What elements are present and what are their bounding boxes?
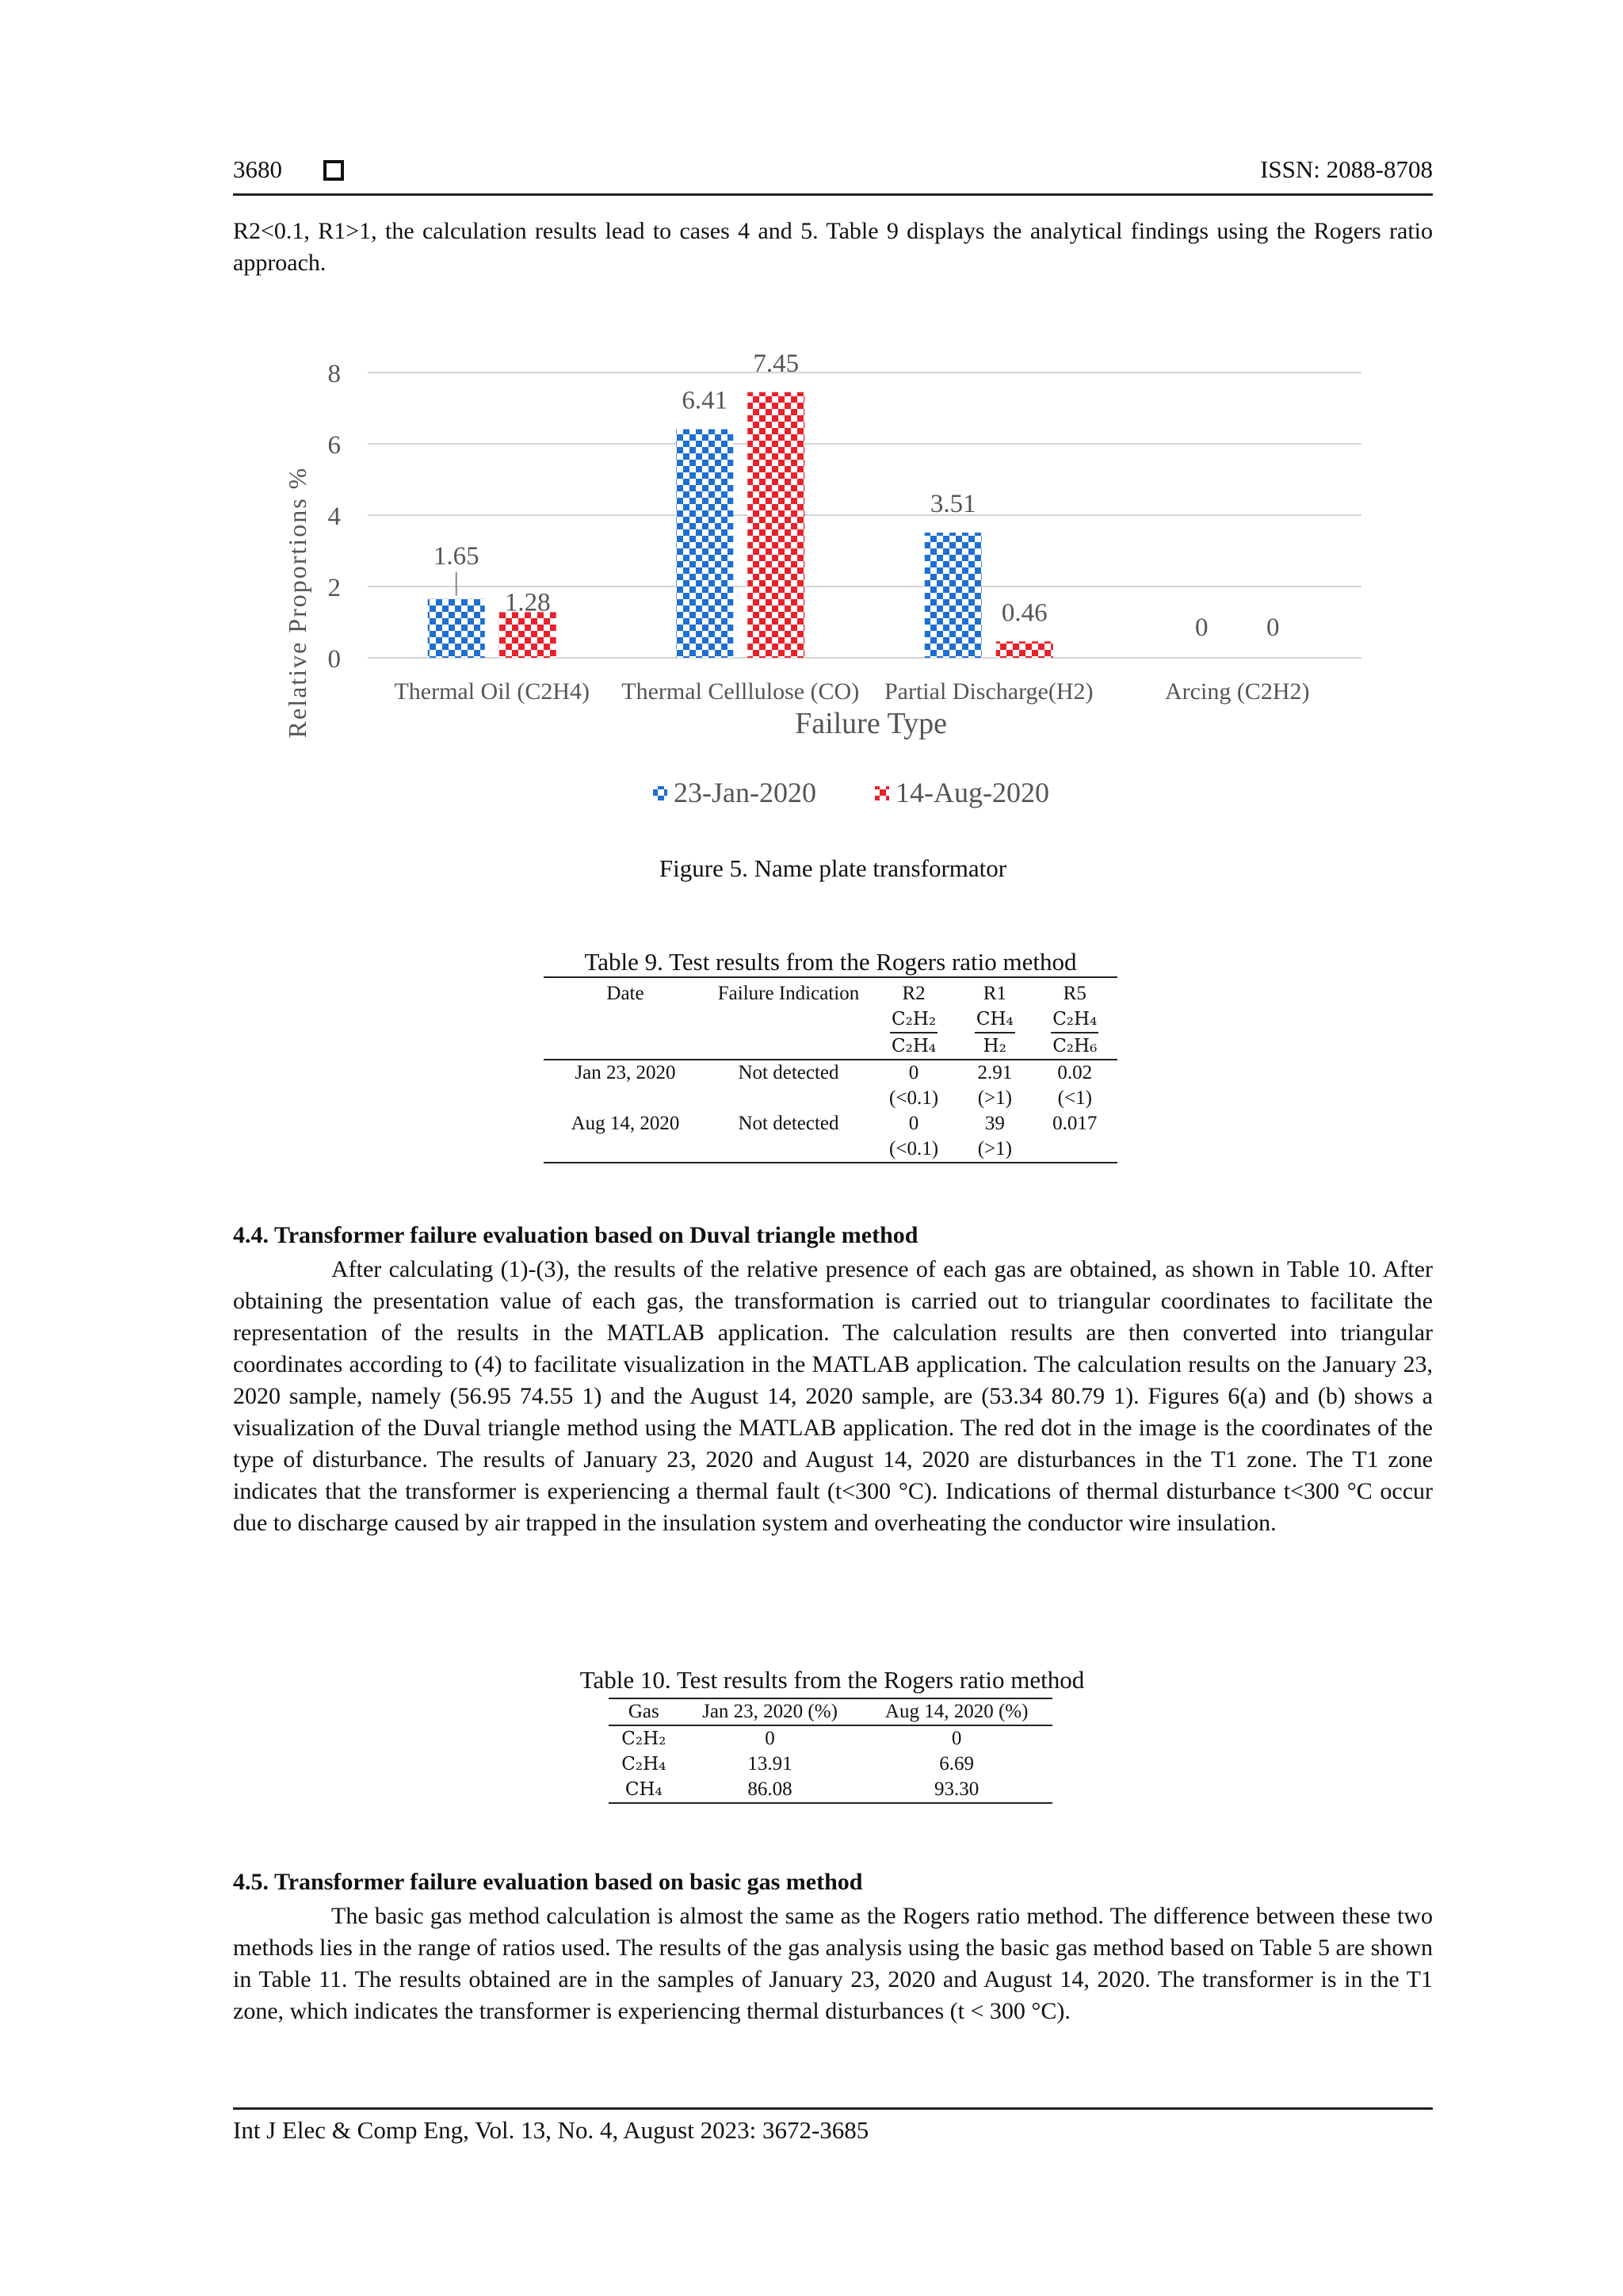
table10-header-jan: Jan 23, 2020 (%) bbox=[679, 1698, 861, 1725]
table10-cell-jan: 86.08 bbox=[747, 1778, 792, 1800]
table9-cell-r5 bbox=[1033, 1060, 1117, 1111]
r2-value: 0 bbox=[908, 1113, 919, 1134]
r5-denominator: C₂H₆ bbox=[1052, 1036, 1098, 1056]
r5-note: (<1) bbox=[1057, 1087, 1092, 1109]
table9-header-r2 bbox=[870, 981, 957, 1060]
page-footer: Int J Elec & Comp Eng, Vol. 13, No. 4, August 2023: 3672-3685 bbox=[233, 2107, 1433, 2145]
table9-cell-failure: Not detected bbox=[738, 1062, 839, 1083]
table9-cell-r1 bbox=[957, 1060, 1032, 1111]
r1-label: R1 bbox=[983, 983, 1006, 1004]
table10-cell-jan: 0 bbox=[765, 1728, 775, 1749]
r5-label: R5 bbox=[1063, 983, 1086, 1004]
r5-value: 0.02 bbox=[1057, 1062, 1093, 1083]
data-label: 6.41 bbox=[682, 386, 728, 415]
table9 bbox=[544, 981, 1117, 1163]
bar-14-Aug-2020 bbox=[499, 612, 556, 658]
r2-numerator: C₂H₂ bbox=[890, 1007, 938, 1033]
table10-cell-gas: C₂H₂ bbox=[621, 1729, 666, 1749]
section-4-5-paragraph bbox=[233, 1901, 1433, 2027]
section-4-4-text: After calculating (1)-(3), the results of the relative presence of each gas are obtained, as shown in Table 10. After obtaining the presentation value of each gas, the transformation is carried out to triangular coordinates to facilitate the representation of the results in the MATLAB application. The calculation results are then converted into triangular coordinates according to (4) to facilitate visualization in the MATLAB application. The calculation results on the January 23, 2020 sample, namely (56.95 74.55 1) and the August 14, 2020 sample, are (53.34 80.79 1). Figures 6(a) and (b) shows a visualization of the Duval triangle method using the MATLAB application. The red dot in the image is the coordinates of the type of disturbance. The results of January 23, 2020 and August 14, 2020 are disturbances in the T1 zone. The T1 zone indicates that the transformer is experiencing a thermal fault (t<300 °C). Indications of thermal disturbance t<300 °C occur due to discharge caused by air trapped in the insulation system and overheating the conductor wire insulation. bbox=[233, 1256, 1433, 1536]
table-row bbox=[609, 1725, 1052, 1752]
legend-label: 14-Aug-2020 bbox=[896, 777, 1049, 808]
bar-14-Aug-2020 bbox=[747, 392, 804, 658]
table10-header-aug: Aug 14, 2020 (%) bbox=[861, 1698, 1052, 1725]
page-header bbox=[233, 155, 1433, 196]
chart-legend bbox=[653, 777, 1049, 808]
bar-14-Aug-2020 bbox=[996, 641, 1053, 658]
table9-header-row bbox=[544, 981, 1117, 1060]
figure-caption: Figure 5. Name plate transformator bbox=[659, 854, 1007, 882]
data-label: 0 bbox=[1266, 613, 1280, 642]
table10-cell-gas: C₂H₄ bbox=[621, 1754, 666, 1775]
r5-numerator: C₂H₄ bbox=[1051, 1007, 1098, 1033]
r1-fraction bbox=[975, 1007, 1015, 1059]
section-4-4-paragraph bbox=[233, 1254, 1433, 1539]
table9-cell-date: Aug 14, 2020 bbox=[571, 1113, 680, 1134]
section-4-4-heading: 4.4. Transformer failure evaluation based on Duval triangle method bbox=[233, 1222, 918, 1248]
table9-header-date: Date bbox=[544, 981, 707, 1060]
square-bullet-icon bbox=[323, 160, 344, 181]
table-row bbox=[544, 1060, 1117, 1111]
r2-note: (<0.1) bbox=[889, 1087, 939, 1109]
data-label: 1.28 bbox=[504, 588, 551, 617]
page-number: 3680 bbox=[233, 155, 282, 183]
r1-note: (>1) bbox=[977, 1138, 1012, 1159]
table10-cell-jan: 13.91 bbox=[747, 1753, 792, 1775]
table9-cell-r5 bbox=[1033, 1111, 1117, 1163]
y-tick-label: 6 bbox=[327, 431, 341, 460]
intro-paragraph: R2<0.1, R1>1, the calculation results lead to cases 4 and 5. Table 9 displays the analytical findings using the Rogers ratio approach. bbox=[233, 218, 1433, 276]
x-tick-label: Arcing (C2H2) bbox=[1165, 678, 1310, 705]
y-axis-label: Relative Proportions % bbox=[283, 466, 311, 739]
r1-value: 39 bbox=[984, 1113, 1005, 1134]
journal-issn: ISSN: 2088-8708 bbox=[1260, 155, 1433, 183]
legend-swatch bbox=[875, 786, 889, 800]
y-tick-label: 4 bbox=[327, 502, 341, 531]
r1-numerator: CH₄ bbox=[975, 1007, 1015, 1033]
table9-cell-date: Jan 23, 2020 bbox=[575, 1062, 676, 1083]
r2-denominator: C₂H₄ bbox=[892, 1036, 937, 1056]
section-4-5-text: The basic gas method calculation is almost the same as the Rogers ratio method. The difference between these two methods lies in the range of ratios used. The results of the gas analysis using the basic gas method based on Table 5 are shown in Table 11. The results obtained are in the samples of January 23, 2020 and August 14, 2020. The transformer is in the T1 zone, which indicates the transformer is experiencing thermal disturbances (t < 300 °C). bbox=[233, 1903, 1433, 2024]
table-row bbox=[609, 1777, 1052, 1803]
table10-cell-aug: 0 bbox=[951, 1728, 962, 1749]
data-label: 1.65 bbox=[433, 541, 479, 571]
data-label: 7.45 bbox=[753, 349, 800, 378]
x-tick-label: Partial Discharge(H2) bbox=[884, 678, 1094, 705]
r2-note: (<0.1) bbox=[889, 1138, 939, 1159]
legend-label: 23-Jan-2020 bbox=[674, 777, 816, 808]
data-label: 0 bbox=[1195, 613, 1209, 642]
table10-caption: Table 10. Test results from the Rogers ratio method bbox=[579, 1666, 1085, 1694]
bar-23-Jan-2020 bbox=[925, 533, 982, 658]
table10-header-gas: Gas bbox=[609, 1698, 679, 1725]
table9-header-r5 bbox=[1033, 981, 1117, 1060]
table9-header-r1 bbox=[957, 981, 1032, 1060]
table10 bbox=[609, 1698, 1052, 1804]
r1-denominator: H₂ bbox=[983, 1036, 1006, 1056]
bar-23-Jan-2020 bbox=[676, 430, 733, 658]
r5-fraction bbox=[1051, 1007, 1098, 1059]
r2-label: R2 bbox=[902, 983, 926, 1004]
table9-cell-r2 bbox=[870, 1111, 957, 1163]
x-tick-label: Thermal Celllulose (CO) bbox=[621, 678, 860, 705]
table10-cell-gas: CH₄ bbox=[624, 1779, 663, 1800]
table9-caption: Table 9. Test results from the Rogers ratio method bbox=[544, 948, 1117, 978]
table-row bbox=[544, 1111, 1117, 1163]
data-label: 3.51 bbox=[930, 490, 976, 519]
r2-value: 0 bbox=[908, 1062, 919, 1083]
r1-value: 2.91 bbox=[977, 1062, 1013, 1083]
table9-cell-r2 bbox=[870, 1060, 957, 1111]
bar-23-Jan-2020 bbox=[428, 599, 485, 658]
table-row bbox=[609, 1752, 1052, 1777]
table10-cell-aug: 6.69 bbox=[939, 1753, 975, 1775]
y-tick-label: 8 bbox=[327, 360, 341, 388]
y-tick-label: 2 bbox=[327, 574, 341, 602]
y-tick-label: 0 bbox=[327, 645, 341, 674]
legend-swatch bbox=[653, 786, 667, 800]
x-tick-label: Thermal Oil (C2H4) bbox=[394, 678, 590, 705]
table10-cell-aug: 93.30 bbox=[934, 1778, 980, 1800]
r1-note: (>1) bbox=[977, 1087, 1012, 1109]
r5-value: 0.017 bbox=[1052, 1113, 1098, 1134]
data-label: 0.46 bbox=[1001, 598, 1048, 628]
table9-header-failure: Failure Indication bbox=[707, 981, 870, 1060]
x-axis-label: Failure Type bbox=[795, 707, 947, 740]
failure-type-bar-chart bbox=[233, 333, 1433, 840]
table10-header-row bbox=[609, 1698, 1052, 1725]
table9-cell-failure: Not detected bbox=[738, 1113, 839, 1134]
r2-fraction bbox=[890, 1007, 938, 1059]
table9-cell-r1 bbox=[957, 1111, 1032, 1163]
section-4-5-heading: 4.5. Transformer failure evaluation based on basic gas method bbox=[233, 1869, 863, 1895]
